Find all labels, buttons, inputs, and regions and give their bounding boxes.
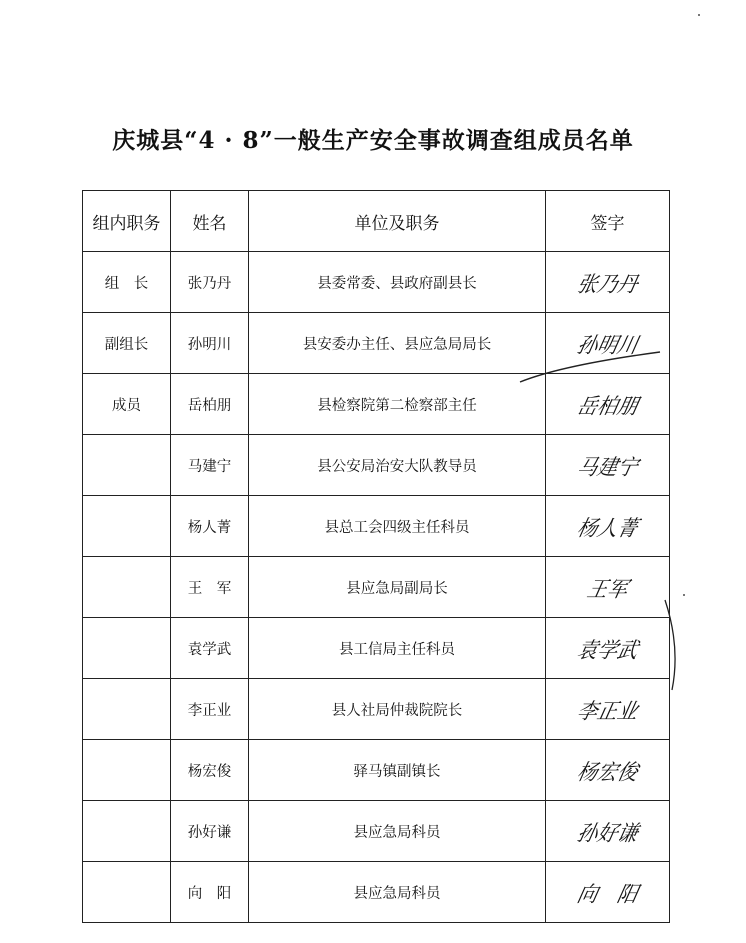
handwritten-signature: 向 阳 [574,880,640,907]
signature-cell [546,557,670,618]
name-cell: 王 军 [171,557,249,618]
role-cell [83,740,171,801]
header-name: 姓名 [171,191,249,252]
handwritten-signature: 杨人菁 [574,514,640,541]
handwritten-signature: 孙好谦 [574,819,640,846]
table-row [83,679,670,740]
signature-cell [546,252,670,313]
handwritten-signature: 李正业 [574,697,640,724]
signature-cell [546,618,670,679]
table-row [83,313,670,374]
name-cell: 李正业 [171,679,249,740]
signature-cell [546,740,670,801]
role-cell: 副组长 [83,313,171,374]
name-cell: 杨人菁 [171,496,249,557]
table-header-row [83,191,670,252]
unit-cell: 县安委办主任、县应急局局长 [249,313,546,374]
name-cell: 孙明川 [171,313,249,374]
role-cell [83,496,171,557]
name-cell: 张乃丹 [171,252,249,313]
handwritten-signature: 张乃丹 [574,270,640,297]
member-table [82,190,670,923]
unit-cell: 县工信局主任科员 [249,618,546,679]
name-cell: 杨宏俊 [171,740,249,801]
role-cell [83,862,171,923]
handwritten-signature: 王军 [584,575,630,602]
table-row [83,618,670,679]
header-role: 组内职务 [83,191,171,252]
handwritten-signature: 岳柏朋 [574,392,640,419]
name-cell: 孙好谦 [171,801,249,862]
table-row [83,374,670,435]
unit-cell: 县总工会四级主任科员 [249,496,546,557]
handwritten-signature: 袁学武 [574,636,640,663]
scan-speck [683,594,685,596]
role-cell [83,557,171,618]
scan-speck [698,14,700,16]
role-cell [83,801,171,862]
unit-cell: 县应急局科员 [249,801,546,862]
unit-cell: 县检察院第二检察部主任 [249,374,546,435]
unit-cell: 县应急局副局长 [249,557,546,618]
signature-cell [546,862,670,923]
name-cell: 岳柏朋 [171,374,249,435]
table-row [83,557,670,618]
name-cell: 马建宁 [171,435,249,496]
table-row [83,740,670,801]
role-cell [83,435,171,496]
handwritten-signature: 杨宏俊 [574,758,640,785]
signature-cell [546,801,670,862]
page-title: 庆城县“4 · 8”一般生产安全事故调查组成员名单 [112,127,634,154]
signature-cell [546,374,670,435]
role-cell: 成员 [83,374,171,435]
table-row [83,862,670,923]
unit-cell: 驿马镇副镇长 [249,740,546,801]
table-row [83,801,670,862]
header-unit: 单位及职务 [249,191,546,252]
name-cell: 向 阳 [171,862,249,923]
role-cell [83,679,171,740]
handwritten-signature: 孙明川 [574,331,640,358]
unit-cell: 县人社局仲裁院院长 [249,679,546,740]
unit-cell: 县公安局治安大队教导员 [249,435,546,496]
signature-cell [546,313,670,374]
name-cell: 袁学武 [171,618,249,679]
table-row [83,496,670,557]
unit-cell: 县应急局科员 [249,862,546,923]
signature-cell [546,496,670,557]
role-cell [83,618,171,679]
header-sign: 签字 [546,191,670,252]
table-row [83,252,670,313]
handwritten-signature: 马建宁 [574,453,640,480]
signature-cell [546,679,670,740]
unit-cell: 县委常委、县政府副县长 [249,252,546,313]
table-row [83,435,670,496]
role-cell: 组 长 [83,252,171,313]
signature-cell [546,435,670,496]
